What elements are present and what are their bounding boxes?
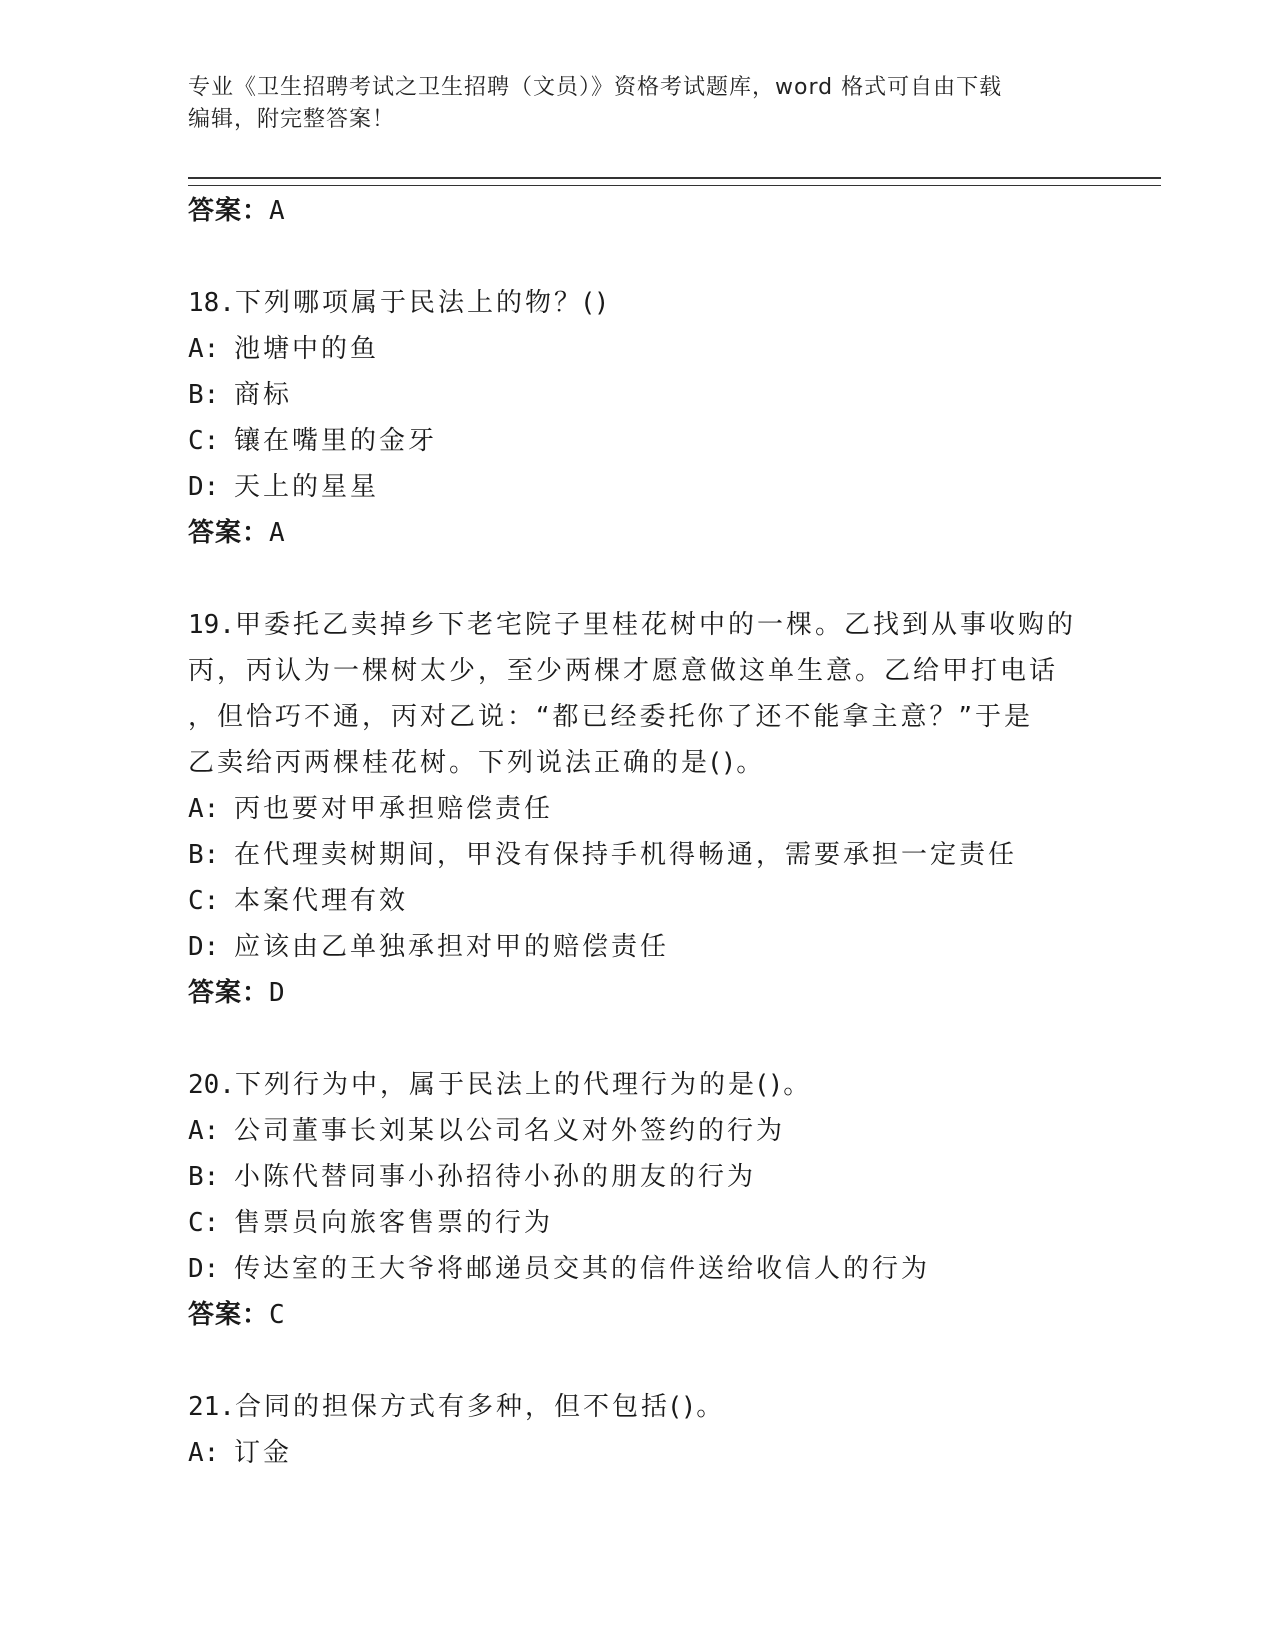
question-stem	[188, 280, 1161, 326]
answer-label: 答案：	[188, 196, 270, 226]
question-number: 18.	[188, 288, 235, 318]
question-number: 20.	[188, 1070, 235, 1100]
option-b	[188, 372, 1161, 418]
question-21	[188, 1384, 1161, 1476]
option-text: 本案代理有效	[234, 886, 409, 916]
question-18	[188, 280, 1161, 556]
option-c	[188, 878, 1161, 924]
option-key: C:	[188, 886, 220, 916]
header-divider	[188, 177, 1161, 186]
answer-label: 答案：	[188, 518, 270, 548]
option-text: 镶在嘴里的金牙	[234, 426, 438, 456]
option-d	[188, 924, 1161, 970]
question-stem-continued: 丙，丙认为一棵树太少，至少两棵才愿意做这单生意。乙给甲打电话	[188, 656, 1059, 686]
option-text: 应该由乙单独承担对甲的赔偿责任	[234, 932, 670, 962]
option-text: 池塘中的鱼	[234, 334, 380, 364]
answer-line	[188, 1292, 1161, 1338]
question-stem-continued: 乙卖给丙两棵桂花树。下列说法正确的是()。	[188, 748, 766, 778]
option-text: 在代理卖树期间，甲没有保持手机得畅通，需要承担一定责任	[234, 840, 1018, 870]
answer-line	[188, 510, 1161, 556]
option-key: B:	[188, 380, 220, 410]
question-19	[188, 602, 1161, 1016]
option-text: 小陈代替同事小孙招待小孙的朋友的行为	[234, 1162, 757, 1192]
option-text: 商标	[234, 380, 293, 410]
stem-text: 下列哪项属于民法上的物？()	[234, 288, 610, 318]
question-20	[188, 1062, 1161, 1338]
spacer	[188, 1338, 1161, 1384]
answer-value: D	[269, 978, 286, 1008]
option-key: A:	[188, 1438, 220, 1468]
question-stem	[188, 1384, 1161, 1430]
option-b	[188, 1154, 1161, 1200]
option-text: 售票员向旅客售票的行为	[234, 1208, 554, 1238]
option-key: B:	[188, 840, 220, 870]
option-text: 丙也要对甲承担赔偿责任	[234, 794, 554, 824]
option-a	[188, 1430, 1161, 1476]
answer-value: C	[269, 1300, 286, 1330]
option-a	[188, 786, 1161, 832]
header-note	[188, 72, 1088, 136]
option-a	[188, 1108, 1161, 1154]
answer-line	[188, 188, 1161, 234]
option-text: 传达室的王大爷将邮递员交其的信件送给收信人的行为	[234, 1254, 931, 1284]
option-d	[188, 1246, 1161, 1292]
option-key: D:	[188, 1254, 220, 1284]
answer-line	[188, 970, 1161, 1016]
spacer	[188, 556, 1161, 602]
option-key: A:	[188, 1116, 220, 1146]
option-d	[188, 464, 1161, 510]
question-stem	[188, 602, 1161, 648]
option-c	[188, 418, 1161, 464]
option-key: C:	[188, 426, 220, 456]
option-text: 天上的星星	[234, 472, 380, 502]
answer-value: A	[269, 196, 286, 226]
option-key: C:	[188, 1208, 220, 1238]
spacer	[188, 1016, 1161, 1062]
header-line-2: 编辑，附完整答案！	[188, 107, 396, 132]
option-text: 公司董事长刘某以公司名义对外签约的行为	[234, 1116, 786, 1146]
option-key: D:	[188, 472, 220, 502]
stem-text: 合同的担保方式有多种，但不包括()。	[234, 1392, 726, 1422]
question-stem	[188, 1062, 1161, 1108]
answer-label: 答案：	[188, 978, 270, 1008]
stem-text: 下列行为中，属于民法上的代理行为的是()。	[234, 1070, 813, 1100]
question-list	[188, 188, 1161, 1476]
option-text: 订金	[234, 1438, 293, 1468]
option-key: B:	[188, 1162, 220, 1192]
answer-label: 答案：	[188, 1300, 270, 1330]
option-key: D:	[188, 932, 220, 962]
header-line-1: 专业《卫生招聘考试之卫生招聘（文员）》资格考试题库，word 格式可自由下载	[188, 75, 1003, 100]
question-number: 21.	[188, 1392, 235, 1422]
question-stem-continued: ，但恰巧不通，丙对乙说：“都已经委托你了还不能拿主意？”于是	[188, 702, 1033, 732]
option-key: A:	[188, 334, 220, 364]
stem-text: 甲委托乙卖掉乡下老宅院子里桂花树中的一棵。乙找到从事收购的	[234, 610, 1076, 640]
option-c	[188, 1200, 1161, 1246]
answer-value: A	[269, 518, 286, 548]
question-number: 19.	[188, 610, 235, 640]
option-a	[188, 326, 1161, 372]
option-key: A:	[188, 794, 220, 824]
spacer	[188, 234, 1161, 280]
option-b	[188, 832, 1161, 878]
